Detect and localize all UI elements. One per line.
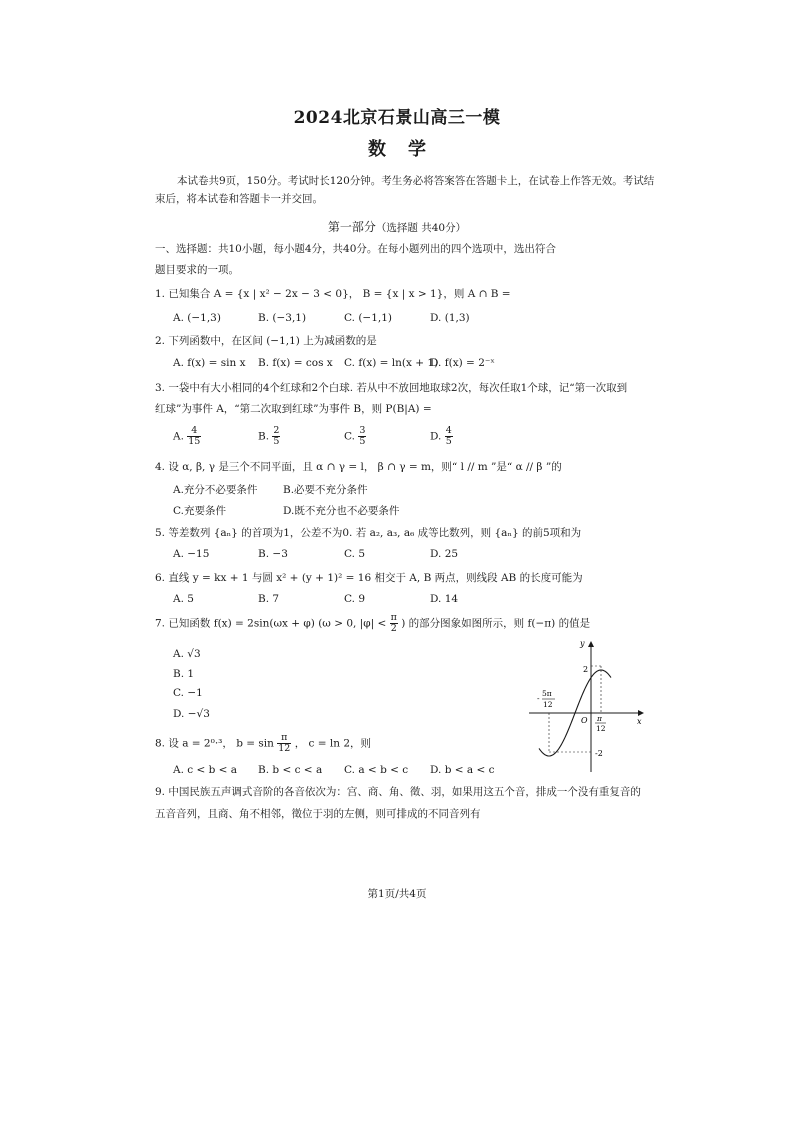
question-4-option-b: B.必要不充分条件 [283,484,368,496]
page-number: 第1页/共4页 [367,888,427,900]
question-2-stem: 2. 下列函数中，在区间 (−1,1) 上为减函数的是 [155,335,377,347]
question-3-option-a [173,426,201,447]
question-8-option-a: A. c < b < a [173,764,238,776]
question-4-option-c: C.充要条件 [173,505,226,517]
fraction-denominator: 5 [273,436,280,447]
fraction-numerator: 4 [445,425,452,436]
fraction [390,613,398,634]
option-d-label: D. [430,430,442,443]
question-9-stem-line2: 五音音列，且商、角不相邻，徵位于羽的左侧，则可排成的不同音列有 [155,808,481,820]
fraction-denominator: 2 [390,623,397,634]
fraction-denominator: 5 [445,436,452,447]
question-1-option-a: A. (−1,3) [173,312,221,324]
question-2-option-d: D. f(x) = 2⁻ˣ [430,357,495,369]
origin-label: O [581,716,588,725]
question-8-stem-pre: 8. 设 a = 2⁰·³， b = sin [155,737,274,750]
question-4-option-d: D.既不充分也不必要条件 [283,505,400,517]
section-instruction-line1: 一、选择题：共10小题，每小题4分，共40分。在每小题列出的四个选项中，选出符合 [155,243,556,255]
question-1-stem: 1. 已知集合 A = {x | x² − 2x − 3 < 0}， B = {x | x > 1}，则 A ∩ B = [155,288,511,300]
question-7-option-d: D. −√3 [173,708,210,720]
question-3-option-d [430,426,453,447]
question-3-option-b [258,426,280,447]
option-a-label: A. [173,430,184,443]
question-4-option-a: A.充分不必要条件 [173,484,258,496]
question-3-stem-line2: 红球”为事件 A，“第二次取到红球”为事件 B，则 P(B|A) = [155,403,432,415]
question-7-stem-post: ) 的部分图象如图所示，则 f(−π) 的值是 [401,617,591,630]
left-tick-numerator: 5π [542,689,552,698]
question-5-option-b: B. −3 [258,548,288,560]
question-8-stem [155,733,371,754]
question-6-option-b: B. 7 [258,593,280,605]
question-1-option-b: B. (−3,1) [258,312,307,324]
question-7-stem [155,613,590,634]
right-tick-numerator: π [597,714,602,723]
right-tick-denominator: 12 [596,724,606,733]
left-tick-denominator: 12 [543,700,553,709]
question-7-option-b: B. 1 [173,668,195,680]
fraction [445,426,453,447]
y-axis-label: y [580,639,585,648]
question-5-option-a: A. −15 [173,548,210,560]
fraction-numerator: 4 [187,426,201,437]
question-5-stem: 5. 等差数列 {aₙ} 的首项为1，公差不为0. 若 a₂, a₃, a₆ 成等比数列，则 {aₙ} 的前5项和为 [155,527,582,539]
fraction-numerator: π [277,733,291,744]
question-5-option-d: D. 25 [430,548,459,560]
fraction [187,426,201,447]
fraction-denominator: 5 [359,436,366,447]
fraction [277,733,291,754]
fraction [272,426,280,447]
question-6-option-a: A. 5 [173,593,194,605]
fraction-denominator: 12 [278,743,291,754]
question-9-stem-line1: 9. 中国民族五声调式音阶的各音依次为：宫、商、角、徵、羽，如果用这五个音，排成一个没有重复音的 [155,786,641,798]
question-8-option-c: C. a < b < c [344,764,409,776]
question-2-option-c: C. f(x) = ln(x + 1) [344,357,439,369]
section-title: 第一部分 [327,220,376,234]
question-8-option-d: D. b < a < c [430,764,495,776]
question-2-option-a: A. f(x) = sin x [173,357,246,369]
question-1-option-c: C. (−1,1) [344,312,393,324]
section-heading [0,218,794,235]
exam-title: 2024北京石景山高三一模 [293,108,501,128]
question-3-stem-line1: 3. 一袋中有大小相同的4个红球和2个白球. 若从中不放回地取球2次，每次任取1个球，记“第一次取到 [155,382,628,394]
fraction [358,426,366,447]
question-4-stem: 4. 设 α, β, γ 是三个不同平面，且 α ∩ γ = l， β ∩ γ = m，则“ l // m ”是“ α // β ”的 [155,461,562,473]
question-6-stem: 6. 直线 y = kx + 1 与圆 x² + (y + 1)² = 16 相交于 A, B 两点，则线段 AB 的长度可能为 [155,572,583,584]
subject-title: 数学 [368,139,448,160]
option-c-label: C. [344,430,355,443]
question-5-option-c: C. 5 [344,548,366,560]
x-axis-label: x [637,717,642,726]
question-6-option-c: C. 9 [344,593,366,605]
y-max-label: 2 [583,665,589,674]
question-1-option-d: D. (1,3) [430,312,470,324]
fraction-denominator: 15 [188,436,201,447]
fraction-numerator: π [390,612,397,623]
question-6-option-d: D. 14 [430,593,459,605]
section-instruction-line2: 题目要求的一项。 [155,264,239,276]
question-8-option-b: B. b < c < a [258,764,323,776]
exam-instructions: 本试卷共9页，150分。考试时长120分钟。考生务必将答案答在答题卡上，在试卷上作答无效。考试结束后，将本试卷和答题卡一并交回。 [155,175,655,205]
y-min-label: -2 [595,749,603,758]
section-note: （选择题 共40分） [375,222,467,234]
question-2-option-b: B. f(x) = cos x [258,357,333,369]
question-7-stem-pre: 7. 已知函数 f(x) = 2sin(ωx + φ) (ω > 0, |φ| < [155,617,387,630]
question-3-option-c [344,426,366,447]
sine-graph-figure [525,636,650,778]
option-b-label: B. [258,430,270,443]
fraction-numerator: 3 [359,425,366,436]
question-7-option-c: C. −1 [173,687,203,699]
fraction-numerator: 2 [273,425,280,436]
question-7-option-a: A. √3 [173,648,201,660]
left-tick-sign: - [537,694,540,703]
question-8-stem-post: ， c = ln 2，则 [294,737,372,750]
